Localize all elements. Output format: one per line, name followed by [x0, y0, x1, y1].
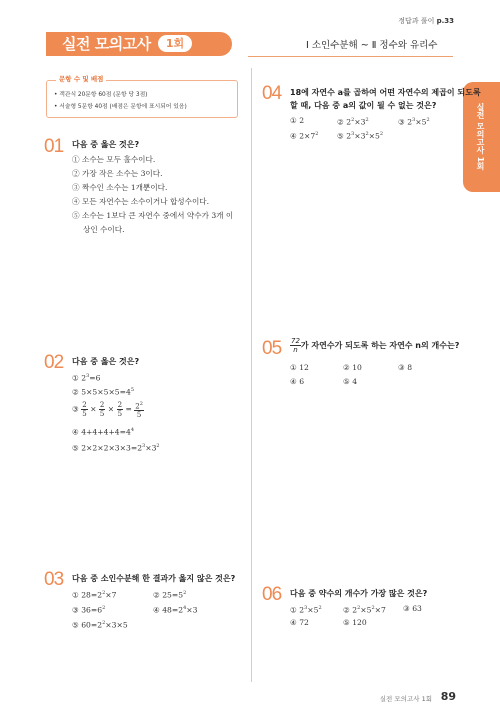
- option-5: ⑤ $2\times 2\times 2\times 3\times 3=2^3\times 3^2$: [72, 443, 160, 453]
- option-1: ① $28=2^2\times 7$: [72, 590, 117, 600]
- title-main: 실전: [62, 35, 90, 53]
- option-4: ④ 모든 자연수는 소수이거나 합성수이다.: [72, 197, 210, 206]
- option-5-cont: 상인 수이다.: [83, 225, 125, 234]
- question-text-line2: 할 때, 다음 중 a의 값이 될 수 없는 것은?: [290, 101, 437, 110]
- option-2: ② $5\times 5\times 5\times 5=4^5$: [72, 387, 135, 397]
- question-number: 01: [44, 136, 64, 157]
- question-number: 04: [262, 83, 282, 104]
- option-3: ③ $\frac{2}{5}$ × $\frac{2}{5}$ × $\frac{2}{5}$ = $\frac{2^2}{5}$: [72, 401, 143, 420]
- option-1: ① $2^3=6$: [72, 373, 101, 383]
- option-4: ④ 6: [290, 377, 305, 386]
- info-line: • 객관식 20문항 60점 (문항 당 3점): [54, 92, 148, 98]
- title-pill: 1회: [158, 35, 192, 52]
- option-4: ④ $2\times 7^2$: [290, 131, 319, 141]
- column-divider: [251, 68, 252, 682]
- header-rule: [248, 56, 453, 57]
- option-3: ③ $2^3\times 5^2$: [398, 117, 430, 127]
- question-number: 06: [262, 584, 282, 605]
- question-text: 다음 중 소인수분해 한 결과가 옳지 않은 것은?: [72, 574, 236, 583]
- answer-reference-label: 정답과 풀이: [398, 17, 435, 25]
- footer-label: 실전 모의고사 1회: [379, 695, 432, 703]
- option-2: ② $2^2\times 5^2\times 7$: [343, 605, 386, 615]
- answer-reference-page: p.33: [436, 17, 454, 25]
- page-title: [62, 33, 151, 54]
- question-text: 다음 중 옳은 것은?: [72, 140, 140, 149]
- question-number: 02: [44, 352, 64, 373]
- option-2: ② 가장 작은 소수는 3이다.: [72, 169, 163, 178]
- option-3: ③ 63: [403, 604, 422, 613]
- option-1: ① 2: [290, 116, 305, 125]
- info-box-title: 문항 수 및 배점: [56, 74, 106, 83]
- option-1: ① 소수는 모두 홀수이다.: [72, 155, 156, 164]
- option-3: ③ 8: [398, 363, 413, 372]
- option-5: ⑤ 120: [343, 618, 367, 627]
- page-number: 89: [440, 690, 456, 703]
- option-5: ⑤ $2^3\times 3^2\times 5^2$: [337, 131, 384, 141]
- option-2: ② 10: [343, 363, 362, 372]
- question-text: $\frac{72}{n}$ 가 자연수가 되도록 하는 자연수 n의 개수는?: [291, 337, 460, 354]
- question-text: 다음 중 약수의 개수가 가장 많은 것은?: [290, 589, 428, 598]
- option-4: ④ $48=2^4\times 3$: [153, 605, 198, 615]
- question-text: 다음 중 옳은 것은?: [72, 357, 140, 366]
- info-box: [46, 80, 238, 118]
- question-number: 03: [44, 569, 64, 590]
- option-3: ③ $36=6^2$: [72, 605, 106, 615]
- side-tab-label: 실전 모의고사 1회: [476, 103, 485, 171]
- answer-reference: [398, 16, 454, 26]
- info-line: • 서술형 5문항 40점 (배점은 문항에 표시되어 있음): [54, 104, 187, 110]
- option-5: ⑤ 소수는 1보다 큰 자연수 중에서 약수가 3개 이: [72, 211, 234, 220]
- chapter-heading: Ⅰ 소인수분해 ~ Ⅱ 정수와 유리수: [306, 40, 438, 51]
- option-2: ② $25=5^2$: [153, 590, 187, 600]
- option-4: ④ 72: [290, 618, 309, 627]
- title-sub: 모의고사: [94, 35, 151, 53]
- option-5: ⑤ $60=2^2\times 3\times 5$: [72, 620, 128, 630]
- question-text-line1: 18에 자연수 a를 곱하여 어떤 자연수의 제곱이 되도록: [290, 88, 481, 97]
- option-3: ③ 짝수인 소수는 1개뿐이다.: [72, 183, 168, 192]
- question-number: 05: [262, 338, 282, 359]
- option-4: ④ $4+4+4+4=4^4$: [72, 427, 135, 437]
- option-1: ① $2^3\times 5^2$: [290, 605, 322, 615]
- option-2: ② $2^2\times 3^2$: [337, 117, 369, 127]
- option-1: ① 12: [290, 363, 309, 372]
- option-5: ⑤ 4: [343, 377, 358, 386]
